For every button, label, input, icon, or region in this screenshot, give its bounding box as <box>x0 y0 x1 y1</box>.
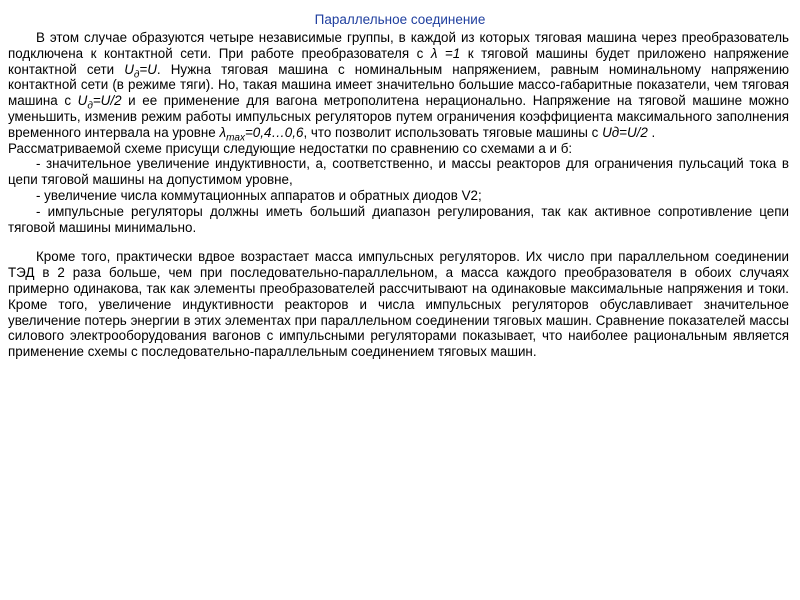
slide-title: Параллельное соединение <box>314 12 486 27</box>
formula-lambda: λ =1 <box>430 45 461 61</box>
text-segment: . <box>647 124 656 140</box>
paragraph-drawbacks-intro: Рассматриваемой схеме присущи следующие недостатки по сравнению со схемами а и б: <box>8 140 573 156</box>
formula-value: =0,4…0,6 <box>244 124 304 140</box>
paragraph-intro <box>8 30 790 144</box>
list-item: - увеличение числа коммутационных аппаратов и обратных диодов V2; <box>36 187 482 203</box>
text-segment: В этом случае образуются четыре независимые группы, в каждой из которых тяговая машина через преобразователь подключена к контактной сети. При работе преобразователя с <box>8 30 789 61</box>
formula-ud-half: Uд=U/2 <box>602 124 648 140</box>
text-segment: . Нужна тяговая машина с номинальным напряжением, равным номинальному напряжению контактной сети (в режиме тяги). Но, такая машина имеет значительно большие массо-габаритные показатели, чем тяговая машина с <box>8 61 789 109</box>
formula-subscript: д <box>87 100 93 112</box>
text-segment: и ее применение для вагона метрополитена нерационально. Напряжение на тяговой машине можно уменьшить, изменив режим работы импульсных регуляторов путем ограничения коэффициента максимального заполнения временного интервала на уровне <box>8 93 790 140</box>
formula-ud-equals-half-u <box>77 93 122 112</box>
slide-body <box>8 30 789 360</box>
formula-symbol: λ <box>219 124 227 140</box>
formula-ud-equals-u <box>124 61 157 81</box>
formula-subscript: max <box>226 132 245 144</box>
text-segment: , что позволит использовать тяговые машины с <box>303 124 603 140</box>
paragraph-conclusion: Кроме того, практически вдвое возрастает масса импульсных регуляторов. Их число при параллельном соединении ТЭД в 2 раза больше, чем при последовательно-параллельном, а масса каждого преобразователя в обоих случаях примерно одинакова, так как элементы преобразователей рассчитывают на одинаковые максимальные напряжения и токи. Кроме того, увеличение индуктивности реакторов и числа импульсных регуляторов обуславливает значительное увеличение потерь энергии в этих элементах при параллельном соединении тяговых машин. Сравнение показателей массы силового электрооборудования вагонов с импульсными регуляторами показывает, что наиболее рациональным является применение схемы с последовательно-параллельным соединением тяговых машин. <box>8 249 789 360</box>
formula-lambda-max <box>219 124 304 144</box>
formula-symbol: U <box>77 93 88 109</box>
list-item: - значительное увеличение индуктивности, а, соответственно, и массы реакторов для ограничения пульсаций тока в цепи тяговой машины на допустимом уровне, <box>8 156 789 188</box>
formula-value: =U/2 <box>92 93 122 109</box>
text-segment: к тяговой машины будет приложено напряжение контактной сети <box>8 45 789 77</box>
list-item: - импульсные регуляторы должны иметь больший диапазон регулирования, так как активное сопротивление цепи тяговой машины минимально. <box>8 203 789 235</box>
formula-symbol: U <box>124 61 134 77</box>
formula-value: =U <box>139 61 157 77</box>
formula-subscript: д <box>133 69 140 81</box>
